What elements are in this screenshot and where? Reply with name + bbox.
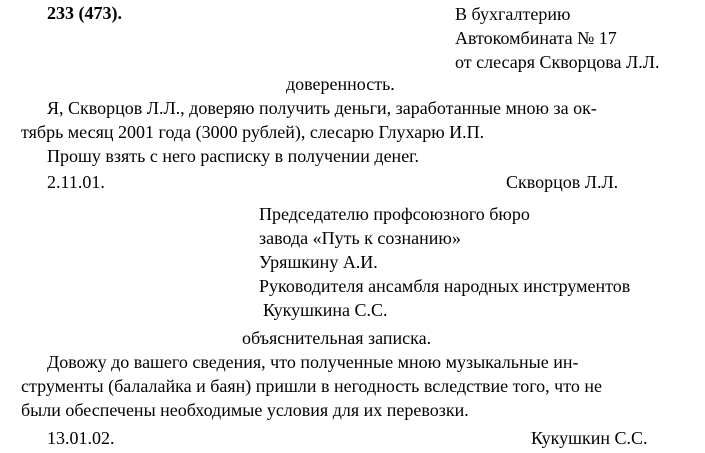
document-title: доверенность. [286,74,395,94]
addressee-line-2: завода «Путь к сознанию» [259,228,461,248]
document-signature: Скворцов Л.Л. [506,172,619,192]
document-date: 13.01.02. [47,428,115,448]
addressee-line-2: Автокомбината № 17 [455,28,617,48]
body-line-3: были обеспечены необходимые условия для их перевозки. [21,400,469,420]
body-line-1: Довожу до вашего сведения, что полученные мною музыкальные ин- [47,352,579,372]
addressee-line-3: Уряшкину А.И. [259,252,378,272]
document-date: 2.11.01. [47,172,105,192]
addressee-line-5: Кукушкина С.С. [263,300,388,320]
document-title: объяснительная записка. [242,328,432,348]
addressee-line-1: В бухгалтерию [455,4,571,24]
addressee-line-1: Председателю профсоюзного бюро [259,204,530,224]
body-line-2: струменты (балалайка и баян) пришли в негодность вследствие того, что не [21,376,602,396]
body-line-3: Прошу взять с него расписку в получении денег. [47,146,420,166]
body-line-2: тябрь месяц 2001 года (3000 рублей), слесарю Глухарю И.П. [21,122,485,142]
body-line-1: Я, Скворцов Л.Л., доверяю получить деньги, заработанные мною за ок- [47,98,597,118]
document-signature: Кукушкин С.С. [531,428,648,448]
exercise-number: 233 (473). [47,3,122,23]
addressee-line-4: Руководителя ансамбля народных инструментов [259,276,631,296]
addressee-line-3: от слесаря Скворцова Л.Л. [455,52,660,72]
